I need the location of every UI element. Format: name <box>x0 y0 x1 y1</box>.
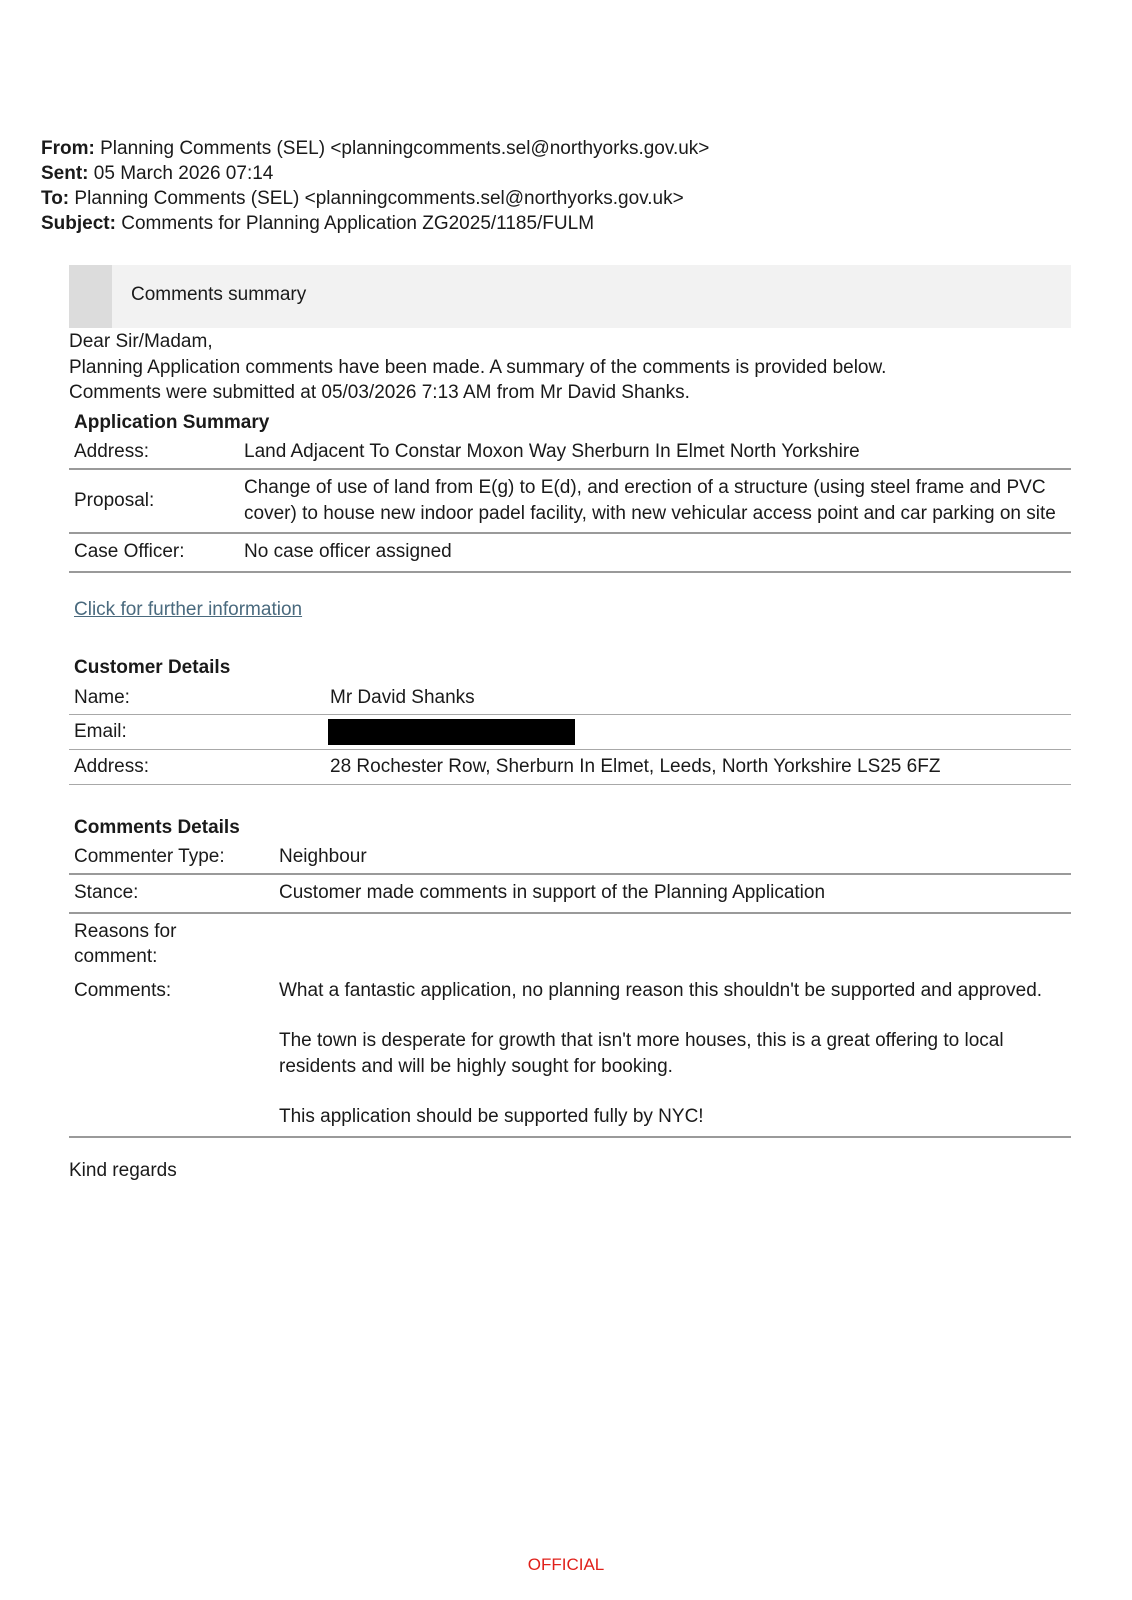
closing-text: Kind regards <box>69 1159 177 1181</box>
stance-value: Customer made comments in support of the Planning Application <box>279 882 826 903</box>
comments-summary-banner <box>69 265 1071 328</box>
table-row <box>69 976 1071 1137</box>
stance-label: Stance: <box>74 882 139 903</box>
sent-value: 05 March 2026 07:14 <box>93 163 274 184</box>
comments-details-table <box>69 841 1071 1138</box>
commenter-type-value: Neighbour <box>279 845 367 867</box>
table-row <box>69 841 1071 875</box>
customer-name-value: Mr David Shanks <box>330 686 475 708</box>
further-information-link[interactable]: Click for further information <box>74 598 303 620</box>
banner-accent-bar <box>69 265 112 328</box>
reasons-value <box>274 913 1071 976</box>
table-row <box>69 436 1071 470</box>
subject-row <box>41 211 1091 236</box>
email-redaction-block <box>328 719 575 745</box>
case-officer-value: No case officer assigned <box>244 541 452 562</box>
proposal-label: Proposal: <box>74 489 155 511</box>
table-row <box>69 533 1071 572</box>
classification-footer: OFFICIAL <box>527 1555 605 1574</box>
comment-paragraph-1: What a fantastic application, no planning reason this shouldn't be supported and approved. <box>279 979 1043 1001</box>
proposal-value: Change of use of land from E(g) to E(d), and erection of a structure (using steel frame and PVC cover) to house new indoor padel facility, with new vehicular access point and car parking on site <box>244 477 1056 524</box>
intro-text <box>69 329 1071 406</box>
intro-line-1: Planning Application comments have been made. A summary of the comments is provided below. <box>69 356 887 378</box>
subject-value: Comments for Planning Application ZG2025/1185/FULM <box>121 213 595 234</box>
comment-paragraph-2: The town is desperate for growth that isn't more houses, this is a great offering to local residents and will be highly sought for booking. <box>279 1030 1004 1077</box>
email-header <box>41 136 1091 236</box>
to-value: Planning Comments (SEL) <planningcomments.sel@northyorks.gov.uk> <box>74 188 684 209</box>
customer-name-label: Name: <box>74 686 130 708</box>
table-row <box>69 469 1071 533</box>
to-row <box>41 186 1091 211</box>
table-row <box>69 681 1071 715</box>
address-label: Address: <box>74 440 149 462</box>
greeting: Dear Sir/Madam, <box>69 331 213 352</box>
comment-paragraph-3: This application should be supported fully by NYC! <box>279 1106 704 1127</box>
to-label: To: <box>41 188 70 209</box>
from-label: From: <box>41 138 95 159</box>
table-row <box>69 750 1071 785</box>
from-row <box>41 136 1091 161</box>
sent-row <box>41 161 1091 186</box>
application-summary-heading: Application Summary <box>74 411 270 433</box>
customer-address-label: Address: <box>74 756 149 777</box>
customer-details-table <box>69 681 1071 785</box>
reasons-label: Reasons for comment: <box>74 920 177 967</box>
comments-value <box>274 976 1071 1137</box>
banner-title: Comments summary <box>131 284 307 305</box>
case-officer-label: Case Officer: <box>74 541 185 562</box>
further-info-row <box>69 599 1071 621</box>
application-summary-table <box>69 436 1071 573</box>
from-value: Planning Comments (SEL) <planningcomments.sel@northyorks.gov.uk> <box>100 138 710 159</box>
customer-email-label: Email: <box>74 721 127 743</box>
customer-email-value <box>325 715 1071 750</box>
table-row <box>69 874 1071 913</box>
intro-line-2: Comments were submitted at 05/03/2026 7:13 AM from Mr David Shanks. <box>69 382 690 403</box>
commenter-type-label: Commenter Type: <box>74 845 225 867</box>
table-row <box>69 913 1071 976</box>
comments-label: Comments: <box>74 979 172 1001</box>
comments-details-heading: Comments Details <box>74 816 240 838</box>
sent-label: Sent: <box>41 163 89 184</box>
email-body <box>69 265 1071 1182</box>
table-row <box>69 715 1071 750</box>
customer-details-heading: Customer Details <box>74 656 231 678</box>
address-value: Land Adjacent To Constar Moxon Way Sherburn In Elmet North Yorkshire <box>244 440 860 462</box>
customer-address-value: 28 Rochester Row, Sherburn In Elmet, Leeds, North Yorkshire LS25 6FZ <box>330 756 941 777</box>
subject-label: Subject: <box>41 213 116 234</box>
